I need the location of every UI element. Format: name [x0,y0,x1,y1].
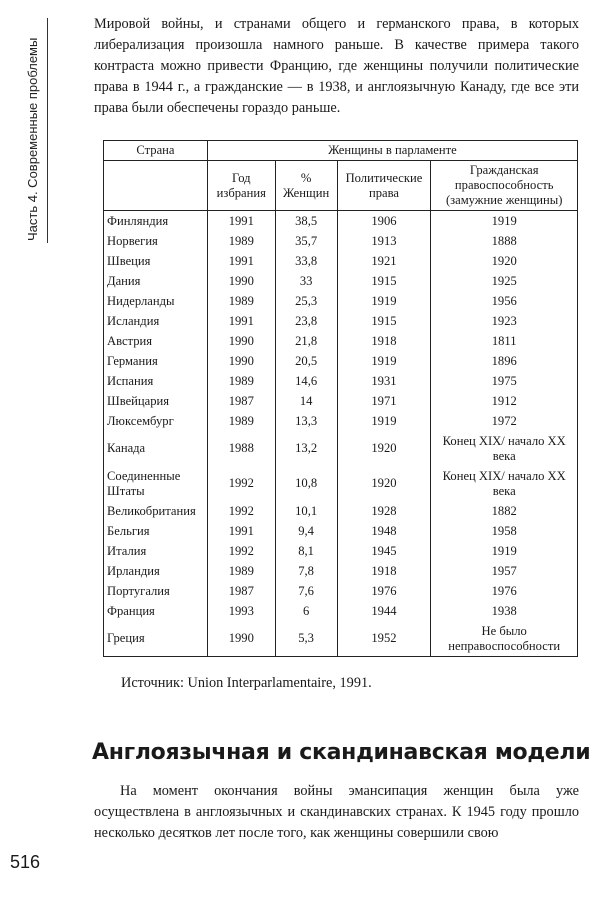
cell-country: Австрия [104,331,208,351]
cell-political: 1976 [337,581,431,601]
cell-civil: 1958 [431,521,578,541]
cell-year: 1990 [207,351,275,371]
cell-civil: Конец XIX/ начало XX века [431,466,578,501]
cell-political: 1944 [337,601,431,621]
cell-country: Швейцария [104,391,208,411]
cell-political: 1948 [337,521,431,541]
header-political-rights: Политические права [337,161,431,211]
cell-civil: 1976 [431,581,578,601]
intro-paragraph [94,14,579,119]
header-country-empty [104,161,208,211]
cell-civil: 1972 [431,411,578,431]
cell-political: 1918 [337,561,431,581]
cell-political: 1921 [337,251,431,271]
cell-political: 1913 [337,231,431,251]
cell-year: 1989 [207,231,275,251]
cell-country: Финляндия [104,211,208,232]
cell-percent: 33,8 [275,251,337,271]
cell-year: 1989 [207,561,275,581]
cell-civil: 1882 [431,501,578,521]
header-women-in-parliament: Женщины в парламенте [207,141,577,161]
cell-political: 1928 [337,501,431,521]
cell-percent: 23,8 [275,311,337,331]
cell-year: 1992 [207,466,275,501]
cell-year: 1989 [207,411,275,431]
cell-country: Швеция [104,251,208,271]
cell-political: 1918 [337,331,431,351]
body-paragraph [94,781,579,844]
table-row [104,391,578,411]
table-row [104,251,578,271]
cell-political: 1915 [337,271,431,291]
cell-percent: 21,8 [275,331,337,351]
header-percent: % Женщин [275,161,337,211]
cell-political: 1915 [337,311,431,331]
source-note: Источник: Union Interparlamentaire, 1991. [121,675,372,691]
table-row [104,581,578,601]
body-paragraph-text: На момент окончания войны эмансипация женщин была уже осуществлена в англоязычных и скандинавских странах. К 1945 году прошло несколько десятков лет после того, как женщины совершили свою [94,783,579,841]
table-row [104,501,578,521]
cell-year: 1993 [207,601,275,621]
running-header-rule [47,18,48,243]
cell-civil: 1975 [431,371,578,391]
cell-civil: 1912 [431,391,578,411]
cell-civil: Не было неправоспособности [431,621,578,657]
cell-year: 1989 [207,371,275,391]
cell-civil: 1957 [431,561,578,581]
table-header-row-1 [104,141,578,161]
cell-percent: 5,3 [275,621,337,657]
cell-political: 1906 [337,211,431,232]
cell-year: 1991 [207,311,275,331]
table-row [104,311,578,331]
table-row [104,351,578,371]
cell-political: 1952 [337,621,431,657]
cell-civil: 1919 [431,211,578,232]
cell-year: 1991 [207,251,275,271]
cell-political: 1920 [337,466,431,501]
cell-country: Испания [104,371,208,391]
cell-percent: 6 [275,601,337,621]
cell-year: 1990 [207,331,275,351]
cell-political: 1919 [337,291,431,311]
table-row [104,291,578,311]
cell-percent: 10,1 [275,501,337,521]
table-row [104,431,578,466]
cell-year: 1989 [207,291,275,311]
cell-country: Нидерланды [104,291,208,311]
cell-year: 1990 [207,271,275,291]
table-body [104,211,578,657]
table-row [104,561,578,581]
table-row [104,411,578,431]
cell-percent: 20,5 [275,351,337,371]
running-header: Часть 4. Современные проблемы [25,37,40,241]
cell-percent: 7,8 [275,561,337,581]
cell-percent: 35,7 [275,231,337,251]
table-header-row-2 [104,161,578,211]
cell-country: Норвегия [104,231,208,251]
table-row [104,466,578,501]
cell-year: 1988 [207,431,275,466]
cell-year: 1990 [207,621,275,657]
page-number: 516 [10,852,41,872]
cell-percent: 13,3 [275,411,337,431]
cell-year: 1991 [207,211,275,232]
table-row [104,211,578,232]
section-heading: Англоязычная и скандинавская модели [92,740,591,765]
cell-percent: 38,5 [275,211,337,232]
cell-civil: 1896 [431,351,578,371]
cell-political: 1920 [337,431,431,466]
cell-country: Великобритания [104,501,208,521]
cell-civil: 1811 [431,331,578,351]
cell-year: 1991 [207,521,275,541]
cell-country: Исландия [104,311,208,331]
cell-year: 1987 [207,581,275,601]
cell-political: 1919 [337,411,431,431]
table-row [104,521,578,541]
cell-percent: 10,8 [275,466,337,501]
cell-country: Ирландия [104,561,208,581]
cell-percent: 13,2 [275,431,337,466]
header-year: Год избрания [207,161,275,211]
cell-civil: 1938 [431,601,578,621]
table-row [104,621,578,657]
header-civil-capacity: Гражданская правоспособность (замужние женщины) [431,161,578,211]
cell-year: 1992 [207,501,275,521]
table-row [104,231,578,251]
cell-country: Люксембург [104,411,208,431]
cell-year: 1992 [207,541,275,561]
cell-percent: 8,1 [275,541,337,561]
table-row [104,271,578,291]
cell-percent: 14 [275,391,337,411]
cell-country: Италия [104,541,208,561]
cell-country: Португалия [104,581,208,601]
cell-country: Германия [104,351,208,371]
cell-civil: 1888 [431,231,578,251]
cell-civil: Конец XIX/ начало XX века [431,431,578,466]
cell-country: Бельгия [104,521,208,541]
cell-civil: 1923 [431,311,578,331]
cell-civil: 1920 [431,251,578,271]
cell-country: Соединенные Штаты [104,466,208,501]
cell-country: Дания [104,271,208,291]
table-row [104,371,578,391]
cell-civil: 1925 [431,271,578,291]
cell-percent: 33 [275,271,337,291]
intro-paragraph-text: Мировой войны, и странами общего и германского права, в которых либерализация произошла намного раньше. В качестве примера такого контраста можно привести Францию, где женщины получили политические права в 1944 г., а гражданские — в 1938, и англоязычную Канаду, где все эти права были обеспечены гораздо раньше. [94,16,579,116]
cell-percent: 7,6 [275,581,337,601]
table-row [104,331,578,351]
cell-percent: 25,3 [275,291,337,311]
cell-percent: 14,6 [275,371,337,391]
cell-percent: 9,4 [275,521,337,541]
cell-political: 1919 [337,351,431,371]
table-row [104,601,578,621]
cell-political: 1971 [337,391,431,411]
cell-country: Франция [104,601,208,621]
cell-country: Канада [104,431,208,466]
cell-political: 1931 [337,371,431,391]
cell-civil: 1919 [431,541,578,561]
cell-political: 1945 [337,541,431,561]
cell-country: Греция [104,621,208,657]
cell-civil: 1956 [431,291,578,311]
parliament-table [103,140,578,657]
cell-year: 1987 [207,391,275,411]
table-row [104,541,578,561]
header-country: Страна [104,141,208,161]
